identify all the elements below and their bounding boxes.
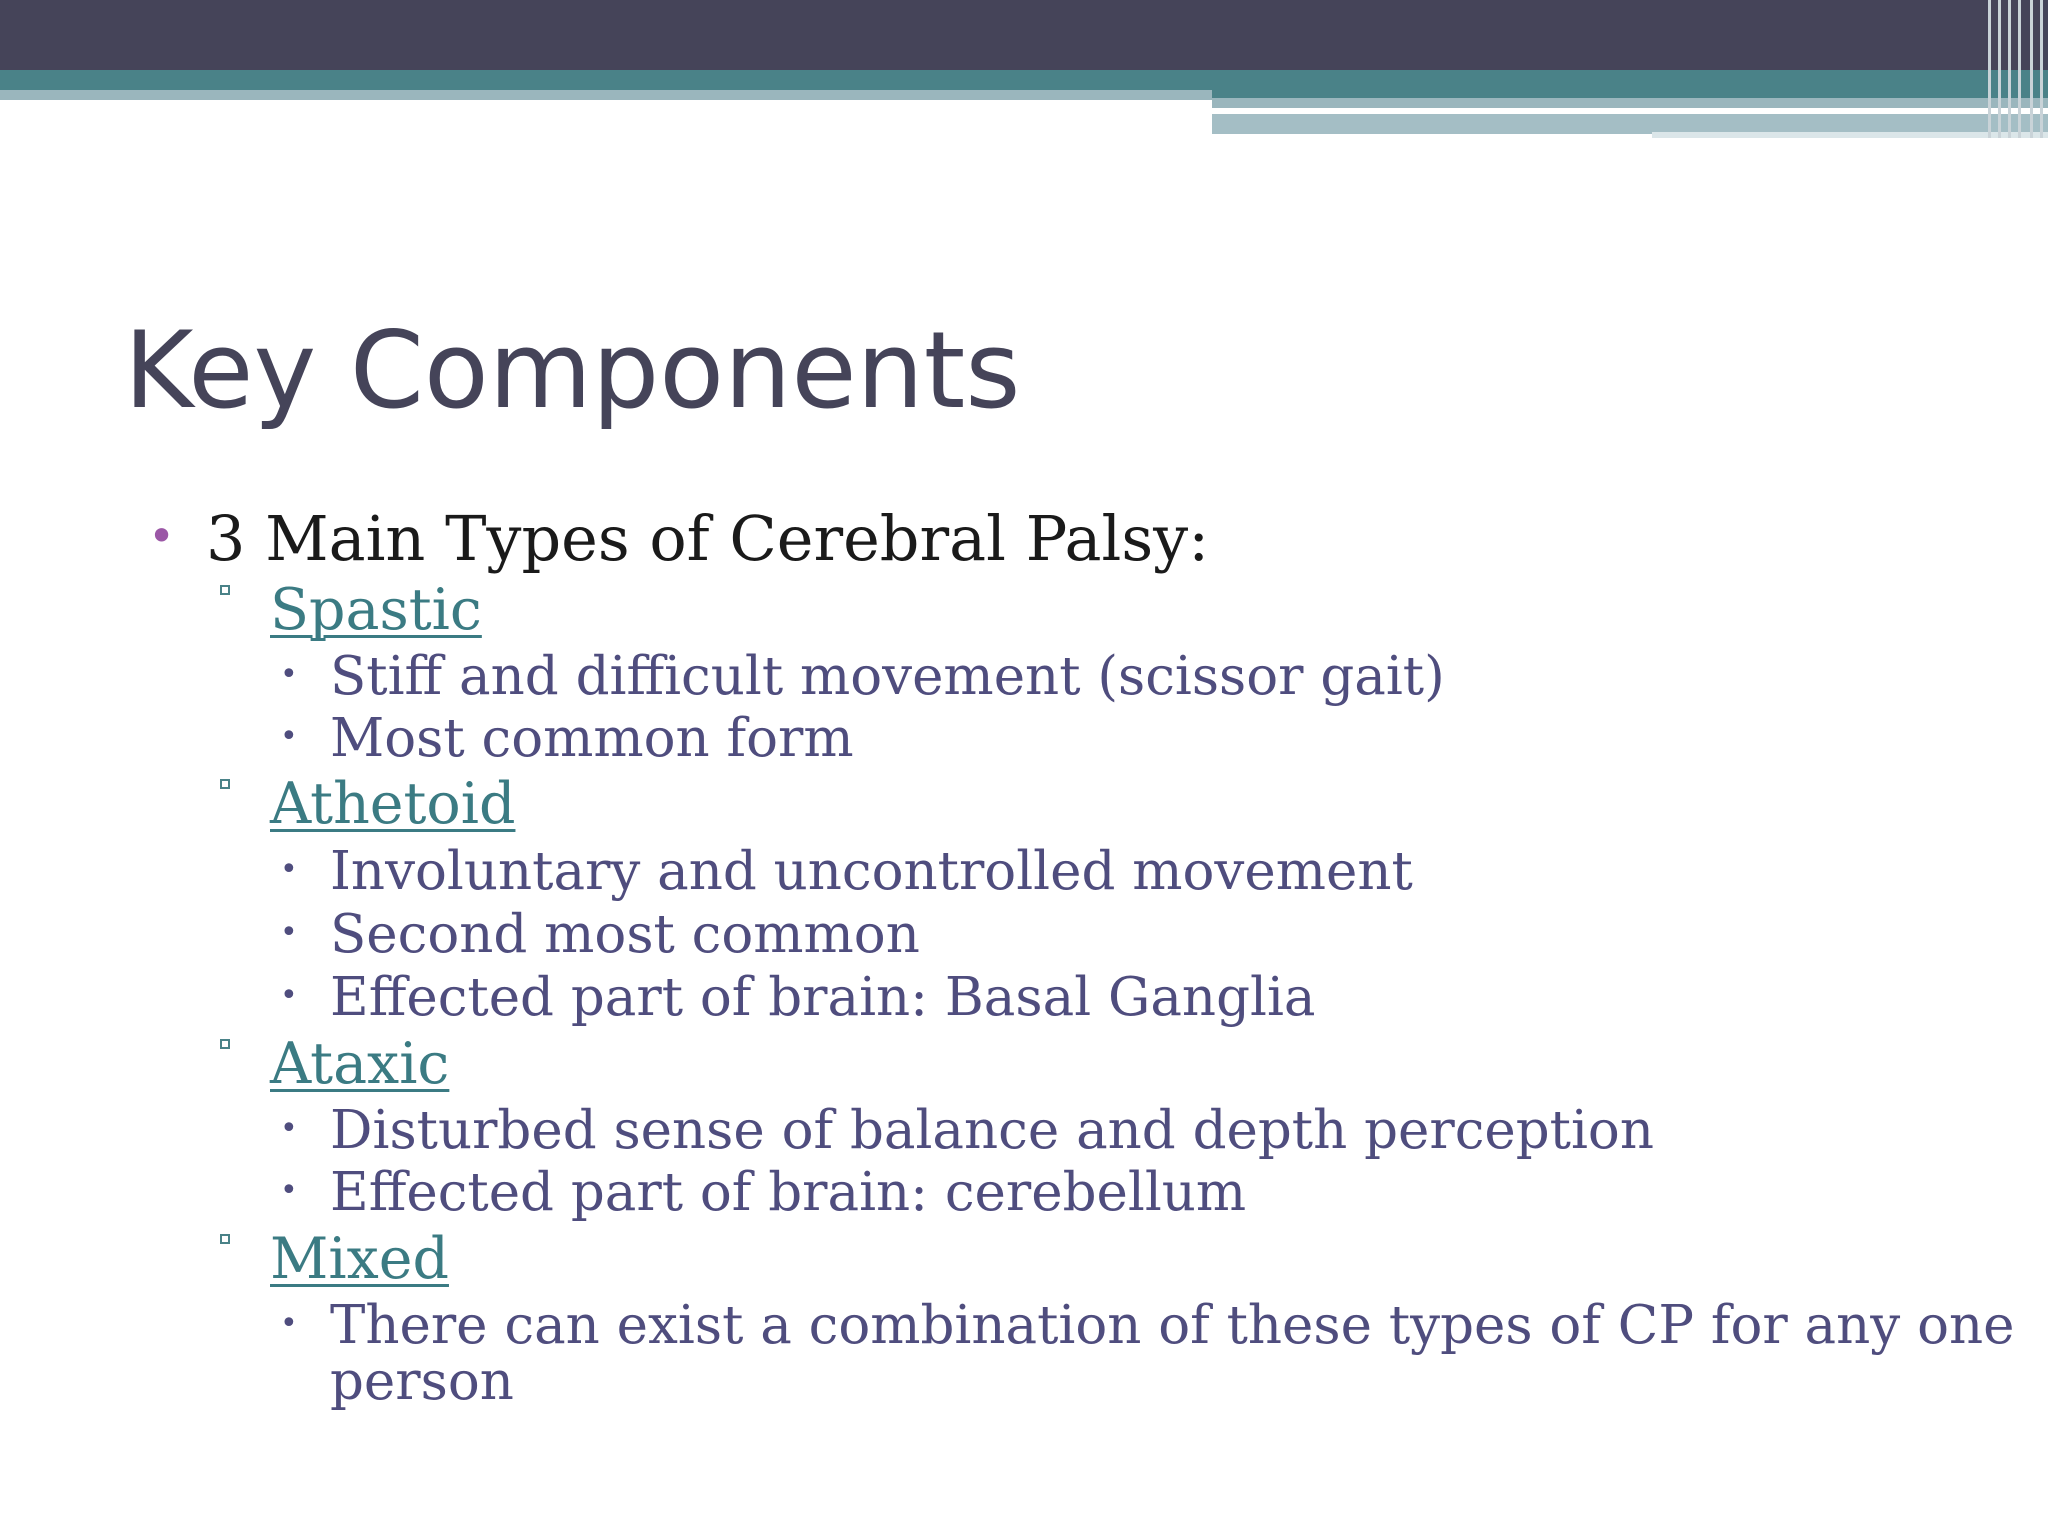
dot-bullet-icon: •: [148, 509, 176, 563]
header-tick: [1998, 0, 2001, 138]
header-tick: [2008, 0, 2011, 138]
type-link-athetoid[interactable]: Athetoid: [270, 771, 516, 837]
header-band-teal: [0, 70, 2048, 90]
point-text: There can exist a combination of these types of CP for any one: [330, 1295, 2015, 1356]
header-band-light: [0, 90, 1212, 100]
point-text: Effected part of brain: Basal Ganglia: [330, 967, 1316, 1028]
small-dot-bullet-icon: •: [280, 1306, 298, 1341]
point-text: Stiff and difficult movement (scissor gait): [330, 646, 1445, 707]
square-bullet-icon: [218, 809, 270, 823]
list-item-type: [218, 577, 482, 643]
list-item-heading: [148, 502, 1210, 575]
header-band-dark: [0, 0, 2048, 70]
square-bullet-icon: [218, 1069, 270, 1083]
small-dot-bullet-icon: •: [280, 1173, 298, 1208]
small-dot-bullet-icon: •: [280, 719, 298, 754]
list-item-point: [280, 1295, 2015, 1356]
point-text: Second most common: [330, 904, 920, 965]
square-bullet-icon: [218, 1264, 270, 1278]
type-link-mixed[interactable]: Mixed: [270, 1226, 449, 1292]
point-text: Disturbed sense of balance and depth perception: [330, 1100, 1654, 1161]
list-item-point: [280, 708, 854, 769]
list-item-point-continuation: person: [330, 1351, 514, 1412]
type-link-ataxic[interactable]: Ataxic: [270, 1031, 450, 1097]
list-item-type: [218, 771, 516, 837]
header-band-right: [1212, 90, 2048, 98]
point-text: Most common form: [330, 708, 854, 769]
header-tick: [2030, 0, 2033, 138]
small-dot-bullet-icon: •: [280, 1111, 298, 1146]
small-dot-bullet-icon: •: [280, 978, 298, 1013]
slide-title: Key Components: [124, 309, 1021, 432]
list-item-point: [280, 1162, 1247, 1223]
header-tick: [2040, 0, 2043, 138]
header-band-right-strip: [1212, 114, 2048, 134]
list-item-point: [280, 841, 1413, 902]
list-item-point: [280, 646, 1445, 707]
list-item-point: [280, 904, 920, 965]
header-tick: [1988, 0, 1991, 138]
small-dot-bullet-icon: •: [280, 915, 298, 950]
list-item-point: [280, 1100, 1654, 1161]
header-band-right-strip: [1212, 98, 2048, 108]
list-item-type: [218, 1031, 450, 1097]
header-tick: [2018, 0, 2021, 138]
square-bullet-icon: [218, 615, 270, 629]
point-text: Effected part of brain: cerebellum: [330, 1162, 1247, 1223]
list-item-type: [218, 1226, 449, 1292]
heading-text: 3 Main Types of Cerebral Palsy:: [206, 502, 1210, 575]
point-text: Involuntary and uncontrolled movement: [330, 841, 1413, 902]
small-dot-bullet-icon: •: [280, 852, 298, 887]
list-item-point: [280, 967, 1316, 1028]
small-dot-bullet-icon: •: [280, 657, 298, 692]
type-link-spastic[interactable]: Spastic: [270, 577, 482, 643]
